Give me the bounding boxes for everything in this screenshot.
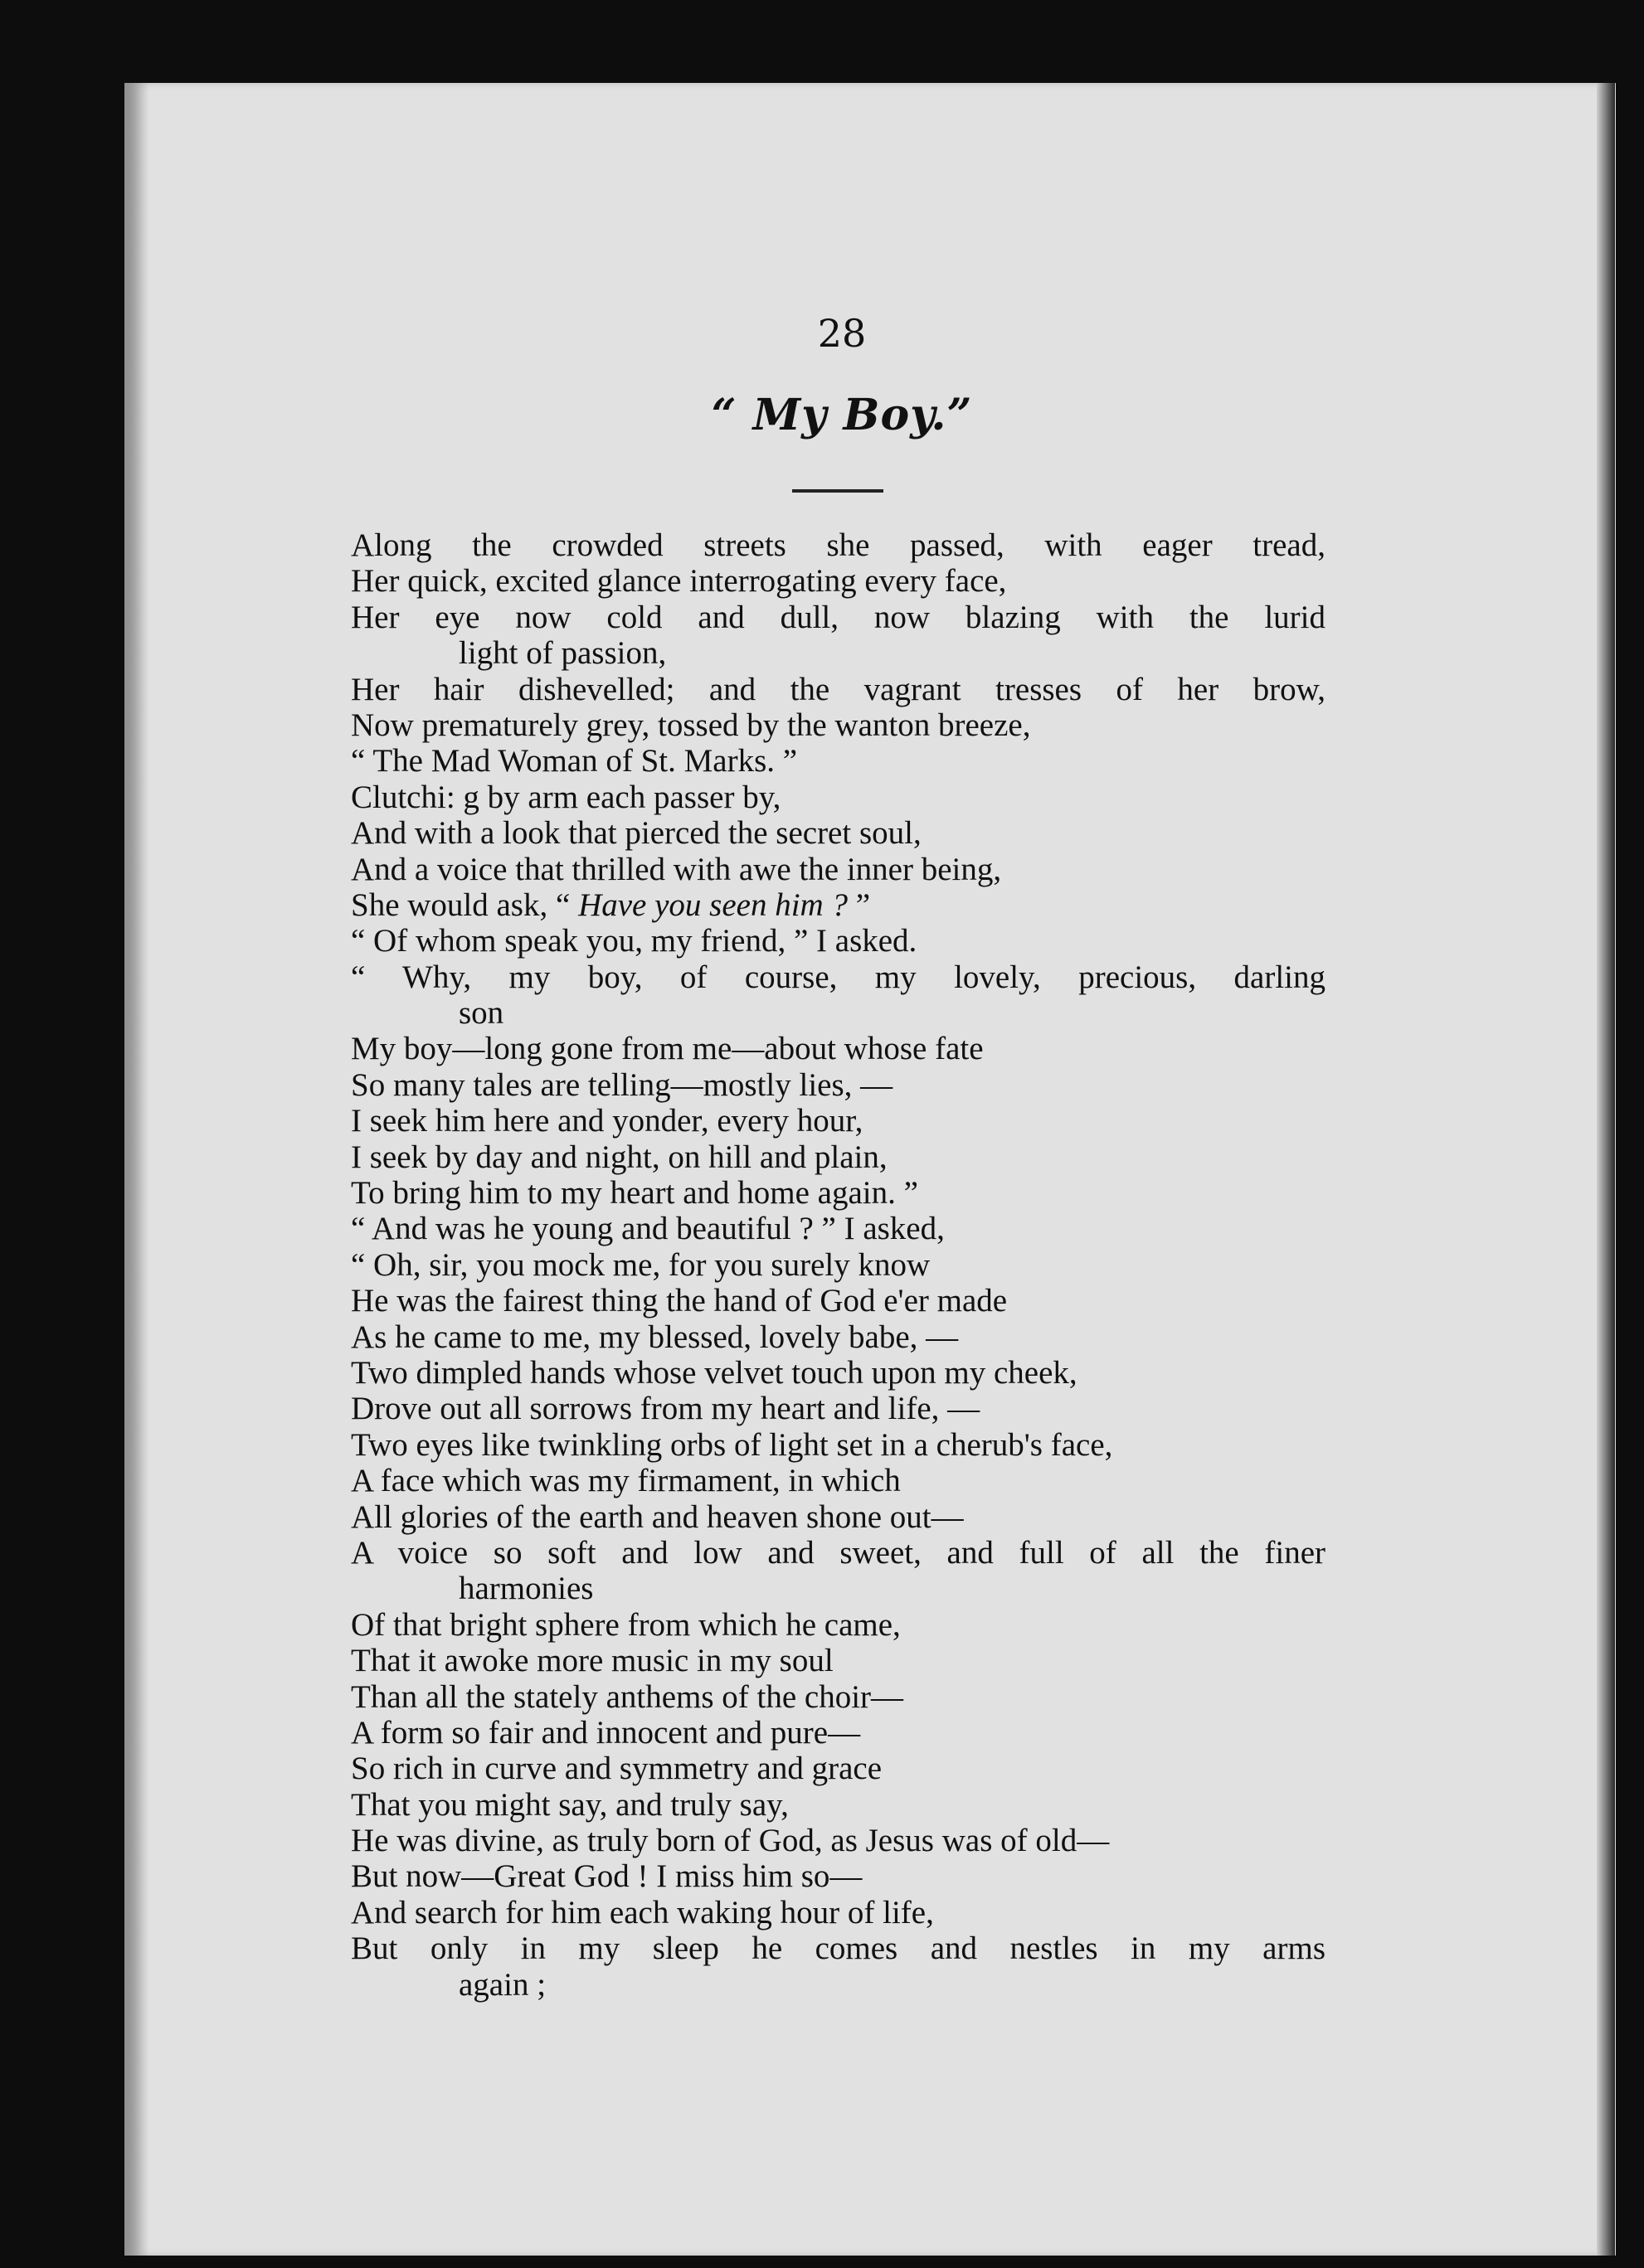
poem-line xyxy=(351,1787,1325,1823)
poem-line-text: I seek him here and yonder, every hour, xyxy=(351,1103,863,1139)
poem-line-text: So rich in curve and symmetry and grace xyxy=(351,1751,883,1787)
poem-line-italic: Have you seen him ? xyxy=(570,886,848,923)
poem-line-text: “ The Mad Woman of St. Marks. ” xyxy=(351,743,798,779)
poem-line xyxy=(351,1427,1325,1463)
poem-line xyxy=(351,1715,1325,1751)
poem-line-text: My boy—long gone from me—about whose fate xyxy=(351,1031,984,1067)
poem-line-text: Than all the stately anthems of the choir— xyxy=(351,1678,904,1715)
poem-line-text: Along the crowded streets she passed, with eager tread, xyxy=(351,527,1325,563)
poem-line-text: But only in my sleep he comes and nestles in my arms xyxy=(351,1930,1325,1967)
poem-line xyxy=(351,852,1325,887)
title-rule xyxy=(792,489,883,493)
poem-line xyxy=(351,1139,1325,1175)
poem-line-text: He was the fairest thing the hand of God e'er made xyxy=(351,1283,1008,1319)
poem-line xyxy=(351,779,1325,815)
poem-line xyxy=(351,1679,1325,1715)
poem-line-text: Drove out all sorrows from my heart and life, — xyxy=(351,1391,980,1427)
poem-line-text: And search for him each waking hour of life, xyxy=(351,1894,934,1930)
poem-line xyxy=(351,1499,1325,1535)
poem-line-text: Clutchi: g by arm each passer by, xyxy=(351,779,781,815)
poem-line-text: All glories of the earth and heaven shone out— xyxy=(351,1498,964,1535)
poem-line-text: “ Why, my boy, of course, my lovely, precious, darling xyxy=(351,959,1325,995)
poem-line xyxy=(351,672,1325,707)
poem-body xyxy=(351,527,1325,2003)
poem-line xyxy=(351,527,1325,563)
poem-line xyxy=(351,1031,1325,1066)
poem-line-text: As he came to me, my blessed, lovely babe, — xyxy=(351,1319,959,1355)
poem-line-text: Of that bright sphere from which he came, xyxy=(351,1606,901,1643)
poem-line xyxy=(351,563,1325,599)
poem-line-text: “ Of whom speak you, my friend, ” I asked. xyxy=(351,923,917,959)
poem-line-text: “ Oh, sir, you mock me, for you surely know xyxy=(351,1246,931,1283)
poem-line xyxy=(351,959,1325,995)
poem-line-text: To bring him to my heart and home again. ” xyxy=(351,1175,918,1212)
poem-line-closing-quote: ” xyxy=(847,886,871,923)
poem-line xyxy=(351,1858,1325,1894)
poem-line-text: A voice so soft and low and sweet, and full of all the finer xyxy=(351,1534,1325,1571)
poem-line xyxy=(351,815,1325,851)
poem-line-text: That it awoke more music in my soul xyxy=(351,1643,834,1679)
poem-line-text: Two dimpled hands whose velvet touch upon my cheek, xyxy=(351,1354,1077,1391)
poem-line-text: A form so fair and innocent and pure— xyxy=(351,1714,861,1751)
poem-line xyxy=(351,743,1325,779)
poem-line-text: So many tales are telling—mostly lies, — xyxy=(351,1066,893,1103)
poem-line-text: Her eye now cold and dull, now blazing with the lurid xyxy=(351,599,1325,635)
poem-line xyxy=(351,1571,1325,1606)
poem-line xyxy=(351,635,1325,671)
poem-line xyxy=(351,1283,1325,1319)
poem-line xyxy=(351,1103,1325,1139)
poem-line xyxy=(351,995,1325,1031)
poem-line xyxy=(351,1211,1325,1246)
poem-line xyxy=(351,1463,1325,1498)
poem-title: “ My Boy.” xyxy=(711,390,973,440)
poem-line xyxy=(351,1823,1325,1858)
poem-line xyxy=(351,1895,1325,1930)
poem-line-text: I seek by day and night, on hill and plain, xyxy=(351,1139,888,1175)
poem-line xyxy=(351,887,1325,923)
poem-line-text: She would ask, “ xyxy=(351,886,571,923)
poem-line xyxy=(351,600,1325,635)
poem-line-text: Her quick, excited glance interrogating every face, xyxy=(351,563,1007,600)
poem-line-text: Now prematurely grey, tossed by the wanton breeze, xyxy=(351,707,1031,743)
poem-line xyxy=(351,1535,1325,1571)
poem-line-text: harmonies xyxy=(459,1571,594,1607)
poem-line-text: A face which was my firmament, in which xyxy=(351,1463,901,1499)
poem-line xyxy=(351,707,1325,743)
poem-line-text: He was divine, as truly born of God, as Jesus was of old— xyxy=(351,1823,1110,1859)
poem-line-text: Her hair dishevelled; and the vagrant tresses of her brow, xyxy=(351,671,1325,707)
poem-line-text: son xyxy=(459,995,504,1032)
poem-line xyxy=(351,1967,1325,2003)
poem-line xyxy=(351,923,1325,959)
poem-line xyxy=(351,1319,1325,1355)
poem-line-text: Two eyes like twinkling orbs of light set in a cherub's face, xyxy=(351,1426,1113,1463)
poem-line-text: again ; xyxy=(459,1966,547,2003)
poem-line-text: And with a look that pierced the secret soul, xyxy=(351,815,922,852)
poem-line xyxy=(351,1175,1325,1211)
poem-line xyxy=(351,1067,1325,1103)
poem-line-text: But now—Great God ! I miss him so— xyxy=(351,1858,863,1895)
poem-line-text: And a voice that thrilled with awe the inner being, xyxy=(351,851,1002,887)
poem-line xyxy=(351,1247,1325,1283)
poem-line-text: That you might say, and truly say, xyxy=(351,1786,789,1823)
poem-line xyxy=(351,1751,1325,1786)
poem-line xyxy=(351,1930,1325,1966)
poem-line-text: “ And was he young and beautiful ? ” I asked, xyxy=(351,1211,945,1247)
poem-line-text: light of passion, xyxy=(459,635,667,672)
poem-line xyxy=(351,1643,1325,1678)
poem-line xyxy=(351,1607,1325,1643)
poem-line xyxy=(351,1391,1325,1426)
poem-line xyxy=(351,1355,1325,1391)
page-number: 28 xyxy=(817,311,867,356)
